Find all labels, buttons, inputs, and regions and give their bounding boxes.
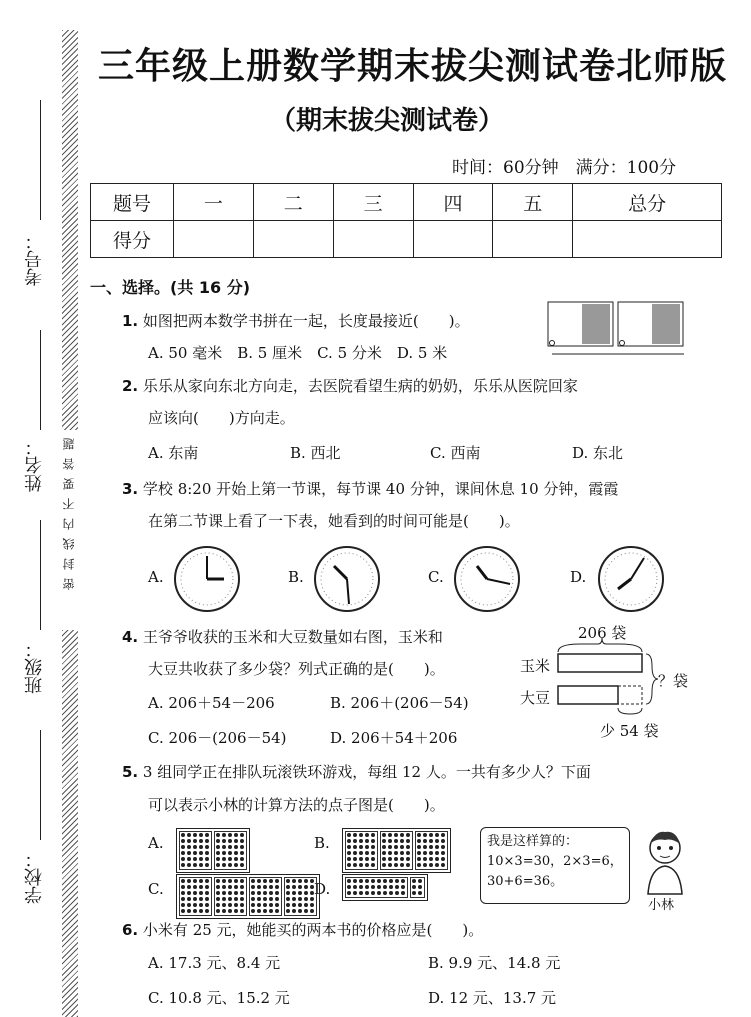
score-cell[interactable] [333, 221, 413, 258]
table-row [91, 221, 722, 258]
name-label: 姓名： [24, 438, 45, 492]
question-1: 1. 如图把两本数学书拼在一起，长度最接近( )。 [122, 312, 470, 330]
seal-text: 密封线内不要答题 [62, 430, 76, 590]
books-figure [544, 298, 694, 364]
dot-grid-d [342, 874, 428, 901]
question-5: 5. 3 组同学正在排队玩滚铁环游戏，每组 12 人。一共有多少人？下面 [122, 763, 591, 781]
option-a: A. [148, 834, 164, 852]
option-d: D. [570, 568, 587, 586]
table-cell: 四 [413, 184, 493, 221]
character-name: 小林 [648, 898, 675, 913]
score-cell[interactable] [413, 221, 493, 258]
time-info: 时间：60分钟 满分：100分 [452, 158, 677, 178]
option-b: B. 9.9 元、14.8 元 [428, 954, 561, 972]
option-d: D. 12 元、13.7 元 [428, 989, 557, 1007]
score-table [90, 183, 722, 258]
dot-grid-c [176, 874, 320, 919]
option-c: C. 西南 [430, 444, 481, 462]
class-label: 班级： [24, 640, 45, 694]
table-cell: 五 [493, 184, 573, 221]
question-4: 4. 王爷爷收获的玉米和大豆数量如右图，玉米和 [122, 628, 443, 646]
score-cell[interactable] [253, 221, 333, 258]
option-b: B. [288, 568, 304, 586]
table-cell: 二 [253, 184, 333, 221]
speech-bubble: 我是这样算的： 10×3=30，2×3=6， 30+6=36。 [480, 827, 630, 904]
question-6: 6. 小米有 25 元，她能买的两本书的价格应是( )。 [122, 921, 484, 939]
dot-grid-a [176, 828, 250, 873]
clock-a-icon [172, 544, 242, 614]
score-cell[interactable] [174, 221, 254, 258]
option-d: D. 206＋54＋206 [330, 729, 458, 747]
option-c: C. 10.8 元、15.2 元 [148, 989, 290, 1007]
clock-d-icon [596, 544, 666, 614]
boy-character-icon [634, 826, 696, 896]
table-cell: 得分 [91, 221, 174, 258]
clock-b-icon [312, 544, 382, 614]
option-a: A. [148, 568, 164, 586]
question-1-options: A. 50 毫米 B. 5 厘米 C. 5 分米 D. 5 米 [148, 344, 448, 362]
dot-grid-b [342, 828, 451, 873]
clock-c-icon [452, 544, 522, 614]
option-b: B. 206＋(206－54) [330, 694, 469, 712]
section-heading: 一、选择。(共 16 分) [90, 278, 251, 297]
table-cell: 题号 [91, 184, 174, 221]
question-3: 3. 学校 8:20 开始上第一节课，每节课 40 分钟，课间休息 10 分钟，霞霞 [122, 480, 619, 498]
option-a: A. 206＋54－206 [148, 694, 275, 712]
option-c: C. [148, 880, 164, 898]
question-2: 2. 乐乐从家向东北方向走，去医院看望生病的奶奶，乐乐从医院回家 [122, 377, 578, 395]
page-subtitle: （期末拔尖测试卷） [270, 106, 505, 136]
option-d: D. 东北 [572, 444, 624, 462]
score-cell[interactable] [573, 221, 722, 258]
page-title: 三年级上册数学期末拔尖测试卷北师版 [98, 46, 728, 87]
option-a: A. 东南 [148, 444, 199, 462]
option-c: C. [428, 568, 444, 586]
table-row [91, 184, 722, 221]
binding-margin [0, 0, 86, 1017]
option-b: B. [314, 834, 330, 852]
segment-diagram: 206 袋 玉米 大豆 ？袋 少 54 袋 [520, 624, 689, 740]
school-label: 学校： [24, 850, 45, 904]
option-d: D. [314, 880, 331, 898]
exam-number-label: 考号： [24, 232, 45, 286]
table-cell: 三 [333, 184, 413, 221]
option-a: A. 17.3 元、8.4 元 [148, 954, 281, 972]
option-c: C. 206－(206－54) [148, 729, 287, 747]
score-cell[interactable] [493, 221, 573, 258]
option-b: B. 西北 [290, 444, 341, 462]
table-cell: 一 [174, 184, 254, 221]
table-cell: 总分 [573, 184, 722, 221]
